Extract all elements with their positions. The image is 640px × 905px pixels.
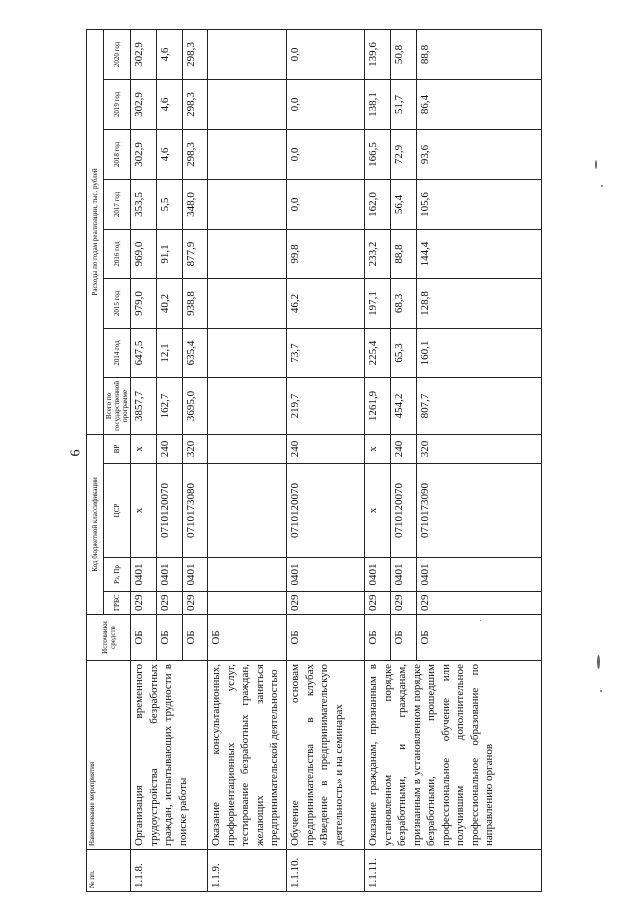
year-value-cell bbox=[208, 79, 287, 129]
total-cell: 219,7 bbox=[287, 377, 365, 434]
year-value-cell: 647,5 bbox=[131, 328, 157, 377]
year-value-cell bbox=[208, 229, 287, 278]
grbs-cell: 029 bbox=[365, 592, 391, 615]
header-year: 2019 год bbox=[104, 79, 131, 129]
total-cell: 3857,7 bbox=[131, 377, 157, 434]
year-value-cell: 160,1 bbox=[417, 328, 542, 377]
header-bcc: Код бюджетной классификации bbox=[87, 434, 104, 614]
vr-cell: 240 bbox=[157, 434, 183, 463]
year-value-cell: 86,4 bbox=[417, 79, 542, 129]
year-value-cell: 0,0 bbox=[287, 79, 365, 129]
total-cell bbox=[208, 377, 287, 434]
csr-cell: 0710173090 bbox=[417, 464, 542, 558]
year-value-cell: 197,1 bbox=[365, 278, 391, 328]
csr-cell: х bbox=[131, 464, 157, 558]
rzpr-cell bbox=[208, 558, 287, 592]
row-number: 1.1.11. bbox=[365, 850, 542, 892]
budget-table bbox=[86, 29, 542, 892]
year-value-cell: 0,0 bbox=[287, 29, 365, 79]
year-value-cell: 162,0 bbox=[365, 179, 391, 229]
header-name: Наименование мероприятия bbox=[87, 661, 131, 850]
rzpr-cell: 0401 bbox=[131, 558, 157, 592]
year-value-cell: 46,2 bbox=[287, 278, 365, 328]
header-year: 2017 год bbox=[104, 179, 131, 229]
year-value-cell: 298,3 bbox=[183, 29, 208, 79]
year-value-cell: 4,6 bbox=[157, 129, 183, 179]
vr-cell: х bbox=[365, 434, 391, 463]
year-value-cell: 225,4 bbox=[365, 328, 391, 377]
header-year: 2015 год bbox=[104, 278, 131, 328]
source-cell: ОБ bbox=[365, 615, 391, 661]
grbs-cell bbox=[208, 592, 287, 615]
source-cell: ОБ bbox=[157, 615, 183, 661]
activity-name: Организация временного трудоустройства безработных граждан, испытывающих трудности в поиске работы bbox=[131, 661, 208, 850]
header-year: 2018 год bbox=[104, 129, 131, 179]
year-value-cell: 128,8 bbox=[417, 278, 542, 328]
vr-cell: 240 bbox=[391, 434, 417, 463]
grbs-cell: 029 bbox=[183, 592, 208, 615]
csr-cell bbox=[208, 464, 287, 558]
source-cell: ОБ bbox=[183, 615, 208, 661]
activity-name: Оказание гражданам, признанным в установленном порядке безработными, и гражданам, признанным в установленном порядке безработными, прошедшим профессиональное обучение или получившим дополнительное профессиональное образование по направлению органов bbox=[365, 661, 542, 850]
year-value-cell: 4,6 bbox=[157, 29, 183, 79]
csr-cell: 0710120070 bbox=[391, 464, 417, 558]
year-value-cell: 88,8 bbox=[417, 29, 542, 79]
year-value-cell: 938,8 bbox=[183, 278, 208, 328]
year-value-cell: 166,5 bbox=[365, 129, 391, 179]
year-value-cell: 50,8 bbox=[391, 29, 417, 79]
row-number: 1.1.10. bbox=[287, 850, 365, 892]
year-value-cell: 302,9 bbox=[131, 29, 157, 79]
year-value-cell: 91,1 bbox=[157, 229, 183, 278]
page-number: 6 bbox=[68, 449, 84, 457]
year-value-cell: 12,1 bbox=[157, 328, 183, 377]
year-value-cell: 68,3 bbox=[391, 278, 417, 328]
year-value-cell: 105,6 bbox=[417, 179, 542, 229]
year-value-cell: 298,3 bbox=[183, 79, 208, 129]
vr-cell bbox=[208, 434, 287, 463]
csr-cell: 0710173080 bbox=[183, 464, 208, 558]
year-value-cell bbox=[208, 179, 287, 229]
row-number: 1.1.8. bbox=[131, 850, 208, 892]
header-expenses: Расходы по годам реализации, тыс. рублей bbox=[87, 29, 104, 434]
year-value-cell: 88,8 bbox=[391, 229, 417, 278]
table-row bbox=[131, 29, 157, 891]
total-cell: 162,7 bbox=[157, 377, 183, 434]
header-source: Источники средств bbox=[87, 615, 131, 661]
activity-name: Обучение основам предпринимательства в клубах «Введение в предпринимательскую деятельность» и на семинарах bbox=[287, 661, 365, 850]
grbs-cell: 029 bbox=[391, 592, 417, 615]
year-value-cell: 4,6 bbox=[157, 79, 183, 129]
rzpr-cell: 0401 bbox=[365, 558, 391, 592]
year-value-cell: 979,0 bbox=[131, 278, 157, 328]
activity-name: Оказание консультационных, профориентационных услуг, тестирование безработных граждан, желающих заняться предпринимательской деятельностью bbox=[208, 661, 287, 850]
csr-cell: 0710120070 bbox=[157, 464, 183, 558]
header-year: 2020 год bbox=[104, 29, 131, 79]
csr-cell: 0710120070 bbox=[287, 464, 365, 558]
source-cell: ОБ bbox=[391, 615, 417, 661]
year-value-cell: 51,7 bbox=[391, 79, 417, 129]
vr-cell: 320 bbox=[417, 434, 542, 463]
header-vr: ВР bbox=[104, 434, 131, 463]
year-value-cell: 73,7 bbox=[287, 328, 365, 377]
year-value-cell: 139,6 bbox=[365, 29, 391, 79]
year-value-cell: 877,9 bbox=[183, 229, 208, 278]
row-number: 1.1.9. bbox=[208, 850, 287, 892]
rzpr-cell: 0401 bbox=[157, 558, 183, 592]
year-value-cell: 0,0 bbox=[287, 129, 365, 179]
year-value-cell bbox=[208, 129, 287, 179]
header-csr: ЦСР bbox=[104, 464, 131, 558]
source-cell: ОБ bbox=[131, 615, 157, 661]
csr-cell: х bbox=[365, 464, 391, 558]
rzpr-cell: 0401 bbox=[287, 558, 365, 592]
source-cell: ОБ bbox=[417, 615, 542, 661]
rotated-table-container bbox=[86, 30, 632, 892]
year-value-cell: 99,8 bbox=[287, 229, 365, 278]
year-value-cell: 298,3 bbox=[183, 129, 208, 179]
vr-cell: х bbox=[131, 434, 157, 463]
rzpr-cell: 0401 bbox=[183, 558, 208, 592]
year-value-cell bbox=[208, 29, 287, 79]
total-cell: 454,2 bbox=[391, 377, 417, 434]
total-cell: 3695,0 bbox=[183, 377, 208, 434]
vr-cell: 320 bbox=[183, 434, 208, 463]
year-value-cell: 302,9 bbox=[131, 79, 157, 129]
total-cell: 1261,9 bbox=[365, 377, 391, 434]
grbs-cell: 029 bbox=[287, 592, 365, 615]
year-value-cell: 353,5 bbox=[131, 179, 157, 229]
year-value-cell: 138,1 bbox=[365, 79, 391, 129]
source-cell: ОБ bbox=[287, 615, 365, 661]
header-no: № пп. bbox=[87, 850, 131, 892]
year-value-cell: 93,6 bbox=[417, 129, 542, 179]
table-row bbox=[208, 29, 287, 891]
total-cell: 807,7 bbox=[417, 377, 542, 434]
year-value-cell: 56,4 bbox=[391, 179, 417, 229]
year-value-cell bbox=[208, 328, 287, 377]
table-row bbox=[287, 29, 365, 891]
header-year: 2016 год bbox=[104, 229, 131, 278]
year-value-cell bbox=[208, 278, 287, 328]
year-value-cell: 40,2 bbox=[157, 278, 183, 328]
year-value-cell: 635,4 bbox=[183, 328, 208, 377]
year-value-cell: 72,9 bbox=[391, 129, 417, 179]
year-value-cell: 0,0 bbox=[287, 179, 365, 229]
year-value-cell: 65,3 bbox=[391, 328, 417, 377]
grbs-cell: 029 bbox=[157, 592, 183, 615]
year-value-cell: 348,0 bbox=[183, 179, 208, 229]
grbs-cell: 029 bbox=[417, 592, 542, 615]
header-grbs: ГРБС bbox=[104, 592, 131, 615]
rzpr-cell: 0401 bbox=[417, 558, 542, 592]
header-year: 2014 год bbox=[104, 328, 131, 377]
header-total: Всего по государственной программе bbox=[104, 377, 131, 434]
grbs-cell: 029 bbox=[131, 592, 157, 615]
source-cell: ОБ bbox=[208, 615, 287, 661]
year-value-cell: 5,5 bbox=[157, 179, 183, 229]
year-value-cell: 233,2 bbox=[365, 229, 391, 278]
year-value-cell: 144,4 bbox=[417, 229, 542, 278]
year-value-cell: 302,9 bbox=[131, 129, 157, 179]
rzpr-cell: 0401 bbox=[391, 558, 417, 592]
year-value-cell: 969,0 bbox=[131, 229, 157, 278]
table-row bbox=[365, 29, 391, 891]
vr-cell: 240 bbox=[287, 434, 365, 463]
header-rzpr: Рз, Пр bbox=[104, 558, 131, 592]
